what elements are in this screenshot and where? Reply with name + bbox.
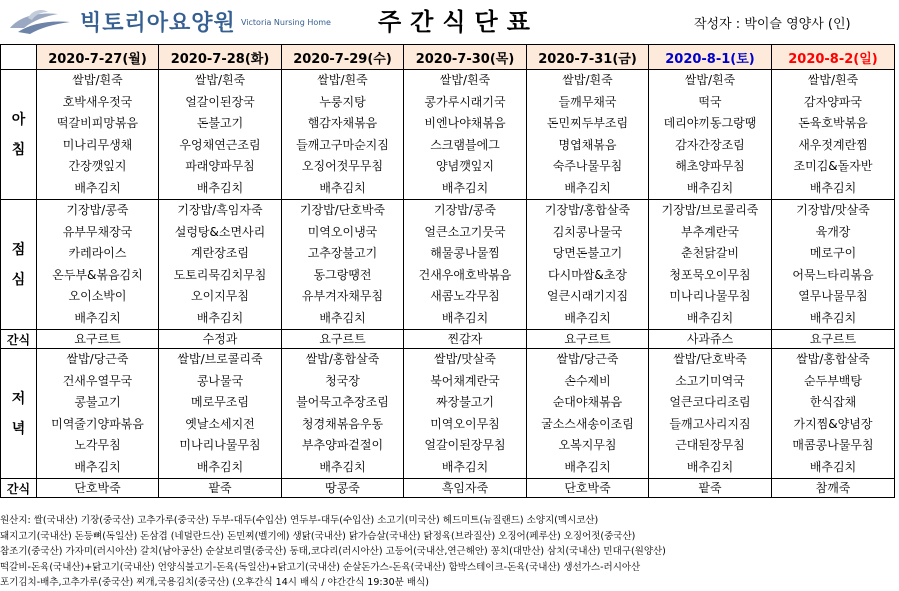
lunch-day-cell (649, 200, 772, 330)
menu-item: 기장밥/브로콜리죽 (661, 203, 759, 217)
lunch-label (1, 200, 37, 330)
afternoon-snack-item: 요구르트 (37, 330, 159, 349)
menu-item: 미역오이냉국 (307, 224, 378, 239)
menu-item: 얼큰시래기지짐 (546, 289, 629, 303)
menu-item: 기장밥/단호박죽 (299, 203, 386, 217)
menu-item: 매콤콩나물무침 (792, 438, 874, 452)
menu-item: 온두부&볶음김치 (52, 267, 143, 282)
menu-item: 어묵느타리볶음 (792, 267, 874, 282)
menu-item: 얼갈이된장무침 (424, 438, 506, 452)
dinner-day-cell (159, 349, 282, 479)
afternoon-snack-item: 수정과 (159, 330, 282, 349)
night-snack-item: 참깨죽 (772, 479, 895, 498)
menu-item: 불어묵고추장조림 (296, 395, 389, 409)
origin-note-line: 포기김치-배추,고추가루(중국산) 찌개,국용김치(중국산) (오후간식 14시 배식 / 야간간식 19:30분 배식) (0, 577, 429, 588)
night-snack-row (1, 479, 895, 498)
lunch-day-cell (404, 200, 527, 330)
menu-item: 옛날소세지전 (185, 416, 255, 431)
menu-item: 미나리나물무침 (179, 438, 261, 452)
menu-item: 호박새우젓국 (62, 94, 133, 109)
menu-item: 미역오이무침 (430, 416, 500, 431)
menu-item: 파래양파무침 (185, 159, 255, 173)
breakfast-day-cell (772, 70, 895, 200)
menu-item: 건새우열무국 (62, 373, 133, 388)
menu-item: 도토리묵김치무침 (173, 267, 267, 282)
menu-item: 쌀밥/흰죽 (72, 73, 123, 87)
menu-item: 배추김치 (686, 180, 734, 195)
breakfast-day-cell (37, 70, 159, 200)
breakfast-day-cell (527, 70, 649, 200)
menu-item: 새콤노각무침 (430, 289, 500, 303)
lunch-day-cell (159, 200, 282, 330)
logo-name: 빅토리아요양원 (80, 11, 236, 36)
menu-item: 새우젓계란찜 (798, 137, 868, 152)
night-snack-label: 간식 (1, 479, 37, 498)
weekly-menu-table (0, 44, 895, 498)
menu-item: 동그랑땡전 (313, 267, 372, 282)
menu-item: 기장밥/콩죽 (433, 203, 496, 217)
menu-item: 쌀밥/흰죽 (562, 73, 613, 87)
lunch-day-cell (282, 200, 404, 330)
menu-item: 쌀밥/당근죽 (556, 352, 619, 366)
menu-item: 비엔나야채볶음 (424, 116, 506, 130)
menu-item: 떡국 (698, 94, 722, 109)
corner-cell (1, 45, 37, 70)
menu-item: 양념깻잎지 (436, 159, 494, 173)
menu-item: 떡갈비피망볶음 (56, 116, 139, 130)
menu-item: 청경채볶음우동 (301, 416, 384, 431)
menu-item: 근대된장무침 (675, 438, 745, 452)
menu-item: 굴소스새송이조림 (541, 416, 634, 431)
dinner-day-cell (772, 349, 895, 479)
afternoon-snack-item: 요구르트 (282, 330, 404, 349)
menu-item: 배추김치 (319, 180, 366, 195)
date-header: 2020-7-30(목) (404, 45, 527, 70)
logo-subtitle: Victoria Nursing Home (241, 18, 331, 27)
menu-item: 간장깻잎지 (68, 159, 127, 173)
dinner-label-char: 녁 (11, 420, 26, 437)
menu-item: 배추김치 (686, 310, 734, 325)
menu-item: 쌀밥/흰죽 (439, 73, 491, 87)
menu-item: 쌀밥/당근죽 (66, 352, 129, 366)
menu-item: 기장밥/콩죽 (66, 203, 129, 217)
menu-item: 햄감자채볶음 (307, 116, 378, 130)
lunch-day-cell (772, 200, 895, 330)
menu-item: 콩가루시래기국 (424, 94, 506, 109)
menu-item: 감자간장조림 (675, 137, 745, 152)
menu-item: 당면돈불고기 (552, 246, 623, 260)
menu-item: 쌀밥/홍합살죽 (305, 352, 380, 366)
menu-item: 미역줄기양파볶음 (51, 416, 144, 431)
menu-item: 우엉채연근조림 (179, 137, 261, 152)
origin-notes (0, 513, 899, 591)
menu-item: 돈육호박볶음 (798, 116, 868, 130)
dinner-day-cell (282, 349, 404, 479)
menu-item: 오복지무침 (558, 438, 617, 452)
breakfast-day-cell (649, 70, 772, 200)
menu-item: 노각무침 (74, 438, 121, 452)
night-snack-item: 팥죽 (649, 479, 772, 498)
menu-item: 북어채계란국 (430, 373, 500, 388)
menu-item: 부추양파겉절이 (301, 438, 384, 452)
menu-item: 소고기미역국 (675, 373, 745, 388)
menu-item: 감자양파국 (804, 94, 862, 109)
dinner-row (1, 349, 895, 479)
lunch-day-cell (527, 200, 649, 330)
afternoon-snack-item: 요구르트 (527, 330, 649, 349)
dinner-day-cell (404, 349, 527, 479)
breakfast-day-cell (404, 70, 527, 200)
menu-item: 들깨고사리지짐 (669, 416, 751, 431)
menu-item: 쌀밥/맛살죽 (433, 352, 496, 366)
menu-item: 얼큰소고기뭇국 (424, 224, 506, 239)
menu-item: 고추장불고기 (307, 246, 378, 260)
menu-item: 메로구이 (809, 246, 857, 260)
menu-item: 기장밥/홍합살죽 (544, 203, 631, 217)
menu-item: 돈민찌두부조림 (546, 116, 629, 130)
menu-item: 배추김치 (319, 310, 366, 325)
menu-item: 유부겨자채무침 (301, 289, 384, 303)
menu-item: 배추김치 (809, 459, 857, 474)
menu-item: 쌀밥/흰죽 (317, 73, 368, 87)
menu-item: 누룽지탕 (319, 94, 366, 109)
menu-item: 해물콩나물찜 (430, 246, 500, 260)
menu-item: 돈불고기 (196, 116, 244, 130)
menu-item: 콩불고기 (74, 395, 121, 409)
menu-item: 콩나물국 (196, 373, 244, 388)
menu-item: 배추김치 (564, 180, 611, 195)
night-snack-item: 단호박죽 (527, 479, 649, 498)
menu-item: 카레라이스 (68, 246, 127, 260)
dinner-day-cell (527, 349, 649, 479)
lunch-label-char: 심 (11, 271, 26, 288)
dinner-label-char: 저 (11, 390, 26, 407)
menu-item: 열무나물무침 (798, 289, 868, 303)
menu-item: 해초양파무침 (675, 159, 745, 173)
menu-item: 순대야채볶음 (552, 395, 623, 409)
lunch-day-cell (37, 200, 159, 330)
menu-item: 배추김치 (74, 180, 121, 195)
breakfast-label-char: 아 (11, 111, 26, 128)
breakfast-day-cell (159, 70, 282, 200)
menu-item: 건새우애호박볶음 (418, 267, 512, 282)
menu-item: 배추김치 (441, 180, 489, 195)
menu-item: 오징어젓무무침 (301, 159, 384, 173)
afternoon-snack-item: 찐감자 (404, 330, 527, 349)
menu-item: 배추김치 (319, 459, 366, 474)
date-header-saturday: 2020-8-1(토) (649, 45, 772, 70)
menu-item: 얼큰코다리조림 (669, 395, 751, 409)
menu-item: 배추김치 (809, 310, 857, 325)
date-header-row (1, 45, 895, 70)
lunch-label-char: 점 (11, 241, 26, 258)
menu-item: 청국장 (325, 373, 360, 388)
menu-item: 데리야끼동그랑땡 (663, 116, 757, 130)
menu-item: 메로무조림 (191, 395, 249, 409)
dinner-day-cell (37, 349, 159, 479)
menu-item: 쌀밥/브로콜리죽 (177, 352, 263, 366)
dinner-label (1, 349, 37, 479)
logo (8, 4, 368, 40)
dinner-day-cell (649, 349, 772, 479)
menu-item: 쌀밥/홍합살죽 (796, 352, 870, 366)
menu-item: 춘천닭갈비 (681, 246, 739, 260)
menu-item: 명엽채볶음 (558, 137, 617, 152)
menu-item: 기장밥/맛살죽 (796, 203, 870, 217)
menu-item: 쌀밥/단호박죽 (673, 352, 747, 366)
breakfast-label (1, 70, 37, 200)
date-header-sunday: 2020-8-2(일) (772, 45, 895, 70)
menu-item: 청포묵오이무침 (669, 267, 751, 282)
menu-item: 순두부백탕 (804, 373, 862, 388)
lunch-row (1, 200, 895, 330)
menu-item: 배추김치 (74, 310, 121, 325)
menu-item: 쌀밥/흰죽 (807, 73, 859, 87)
menu-item: 기장밥/흑임자죽 (177, 203, 263, 217)
menu-item: 오이소박이 (68, 289, 127, 303)
menu-item: 배추김치 (564, 310, 611, 325)
menu-item: 배추김치 (441, 310, 489, 325)
menu-item: 손수제비 (564, 373, 611, 388)
menu-item: 계란장조림 (191, 246, 249, 260)
origin-note-line: 돼지고기(국내산) 돈등뼈(독일산) 돈삼겹 (네덜란드산) 돈민찌(벨기에) 생닭(국내산) 닭가슴살(국내산) 닭정육(브라질산) 오징어(페루산) 오징어젓(중국산) (0, 530, 636, 542)
logo-icon (8, 6, 74, 38)
menu-item: 육개장 (815, 224, 851, 239)
menu-item: 배추김치 (196, 310, 244, 325)
menu-item: 얼갈이된장국 (185, 94, 255, 109)
breakfast-day-cell (282, 70, 404, 200)
menu-item: 배추김치 (809, 180, 857, 195)
origin-note-line: 원산지: 쌀(국내산) 기장(중국산) 고추가루(중국산) 두부-대두(수입산) 연두부-대두(수입산) 소고기(미국산) 헤드미트(뉴질랜드) 소양지(멕시코산) (0, 515, 599, 526)
menu-item: 김치콩나물국 (552, 224, 623, 239)
menu-item: 미나리무생채 (62, 137, 133, 152)
menu-item: 유부무채장국 (62, 224, 133, 239)
menu-item: 쌀밥/흰죽 (194, 73, 246, 87)
menu-item: 한식잡채 (809, 395, 857, 409)
page-title: 주간식단표 (378, 8, 539, 36)
menu-item: 스크램블에그 (430, 137, 500, 152)
breakfast-label-char: 침 (11, 141, 26, 158)
afternoon-snack-label: 간식 (1, 330, 37, 349)
menu-item: 미나리나물무침 (669, 289, 751, 303)
afternoon-snack-item: 요구르트 (772, 330, 895, 349)
menu-item: 배추김치 (74, 459, 121, 474)
afternoon-snack-row (1, 330, 895, 349)
menu-item: 배추김치 (196, 180, 244, 195)
menu-item: 들깨무채국 (558, 94, 617, 109)
night-snack-item: 흑임자죽 (404, 479, 527, 498)
breakfast-row (1, 70, 895, 200)
night-snack-item: 단호박죽 (37, 479, 159, 498)
header (0, 0, 899, 44)
menu-item: 들깨고구마순지짐 (296, 137, 389, 152)
menu-item: 배추김치 (196, 459, 244, 474)
menu-item: 배추김치 (564, 459, 611, 474)
menu-item: 가지찜&양념장 (793, 416, 873, 431)
menu-item: 배추김치 (686, 459, 734, 474)
menu-item: 짜장불고기 (436, 395, 494, 409)
date-header: 2020-7-27(월) (37, 45, 159, 70)
origin-note-line: 떡갈비-돈육(국내산)+닭고기(국내산) 언양식불고기-돈육(독일산)+닭고기(국내산) 순살돈가스-돈육(국내산) 함박스테이크-돈육(국내산) 생선가스-러시아산 (0, 561, 641, 573)
date-header: 2020-7-31(금) (527, 45, 649, 70)
date-header: 2020-7-29(수) (282, 45, 404, 70)
afternoon-snack-item: 사과쥬스 (649, 330, 772, 349)
menu-item: 숙주나물무침 (552, 159, 623, 173)
menu-item: 쌀밥/흰죽 (684, 73, 736, 87)
menu-item: 다시마쌈&초장 (548, 267, 627, 282)
night-snack-item: 팥죽 (159, 479, 282, 498)
menu-item: 오이지무침 (191, 289, 249, 303)
author-line: 작성자 : 박이슬 영양사 (인) (694, 17, 851, 32)
origin-note-line: 참조기(중국산) 가자미(러시아산) 갈치(남아공산) 순살보리멸(중국산) 동태,코다리(러시아산) 고등어(국내산,연근해안) 꽁치(대만산) 삼치(국내산) 민대구(원양산) (0, 546, 666, 557)
menu-item: 설렁탕&소면사리 (174, 224, 266, 239)
menu-item: 부추계란국 (681, 224, 739, 239)
menu-item: 배추김치 (441, 459, 489, 474)
night-snack-item: 땅콩죽 (282, 479, 404, 498)
menu-item: 조미김&돌자반 (793, 159, 873, 173)
date-header: 2020-7-28(화) (159, 45, 282, 70)
